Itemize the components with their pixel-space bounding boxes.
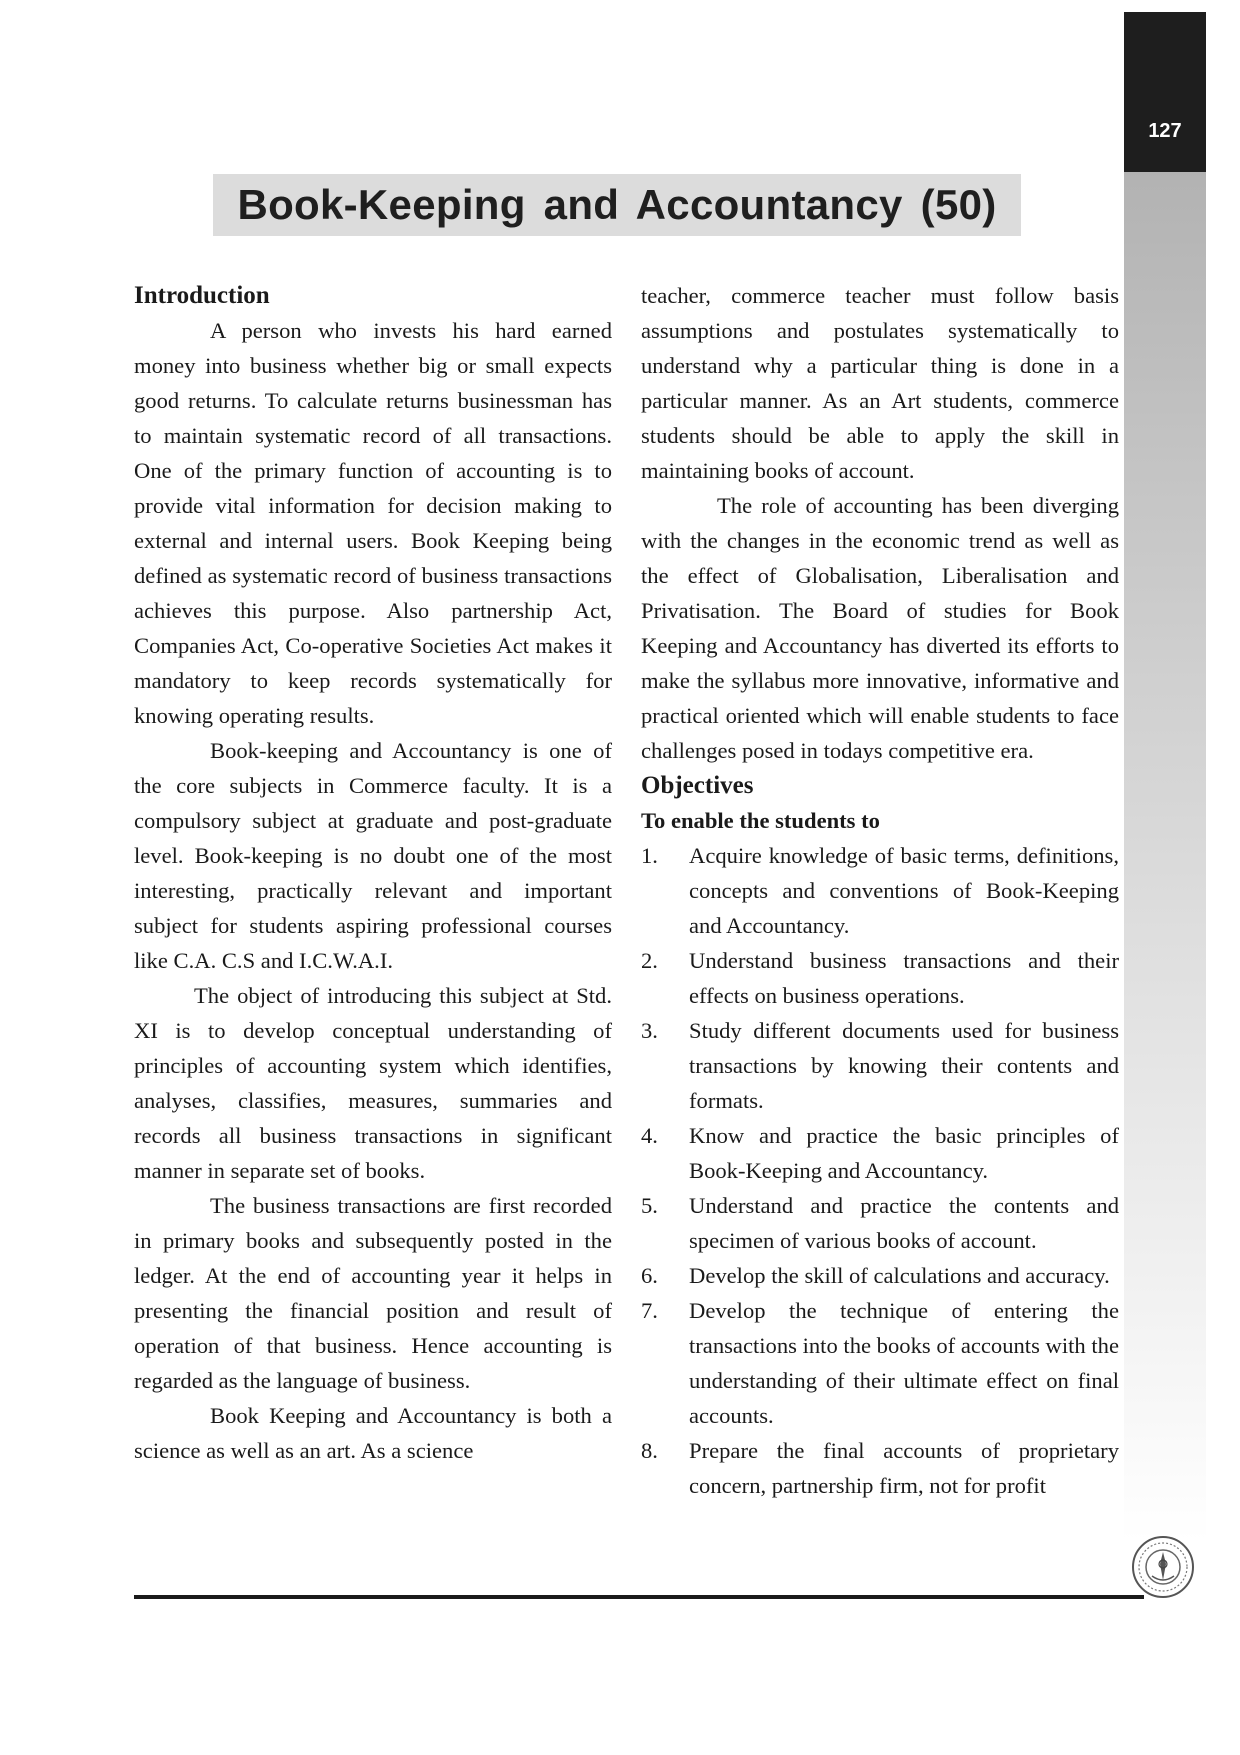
objective-text: Understand business transactions and their effects on business operations. [689,948,1119,1008]
objective-item [641,1118,1119,1188]
objective-item [641,1258,1119,1293]
intro-paragraph-5: Book Keeping and Accountancy is both a science as well as an art. As a science [134,1403,612,1463]
objective-number: 2. [641,948,658,973]
objective-item [641,1013,1119,1118]
objective-text: Understand and practice the contents and specimen of various books of account. [689,1193,1119,1253]
objective-item [641,1293,1119,1433]
left-column [134,278,612,1468]
objective-number: 4. [641,1123,658,1148]
board-emblem-icon [1130,1534,1196,1600]
objective-text: Prepare the final accounts of proprietary concern, partnership firm, not for profit [689,1438,1119,1498]
intro-paragraph-continued: teacher, commerce teacher must follow basis assumptions and postulates systematically to understand why a particular thing is done in a particular manner. As an Art students, commerce students should be able to apply the skill in maintaining books of account. [641,283,1119,483]
objective-item [641,943,1119,1013]
objective-text: Study different documents used for business transactions by knowing their contents and formats. [689,1018,1119,1113]
objective-text: Know and practice the basic principles of Book-Keeping and Accountancy. [689,1123,1119,1183]
objective-number: 1. [641,843,658,868]
intro-paragraph-4: The business transactions are first recorded in primary books and subsequently posted in the ledger. At the end of accounting year it helps in presenting the financial position and result of operation of that business. Hence accounting is regarded as the language of business. [134,1193,612,1393]
objective-number: 6. [641,1263,658,1288]
right-column [641,278,1119,1503]
introduction-heading: Introduction [134,282,270,309]
intro-paragraph-3: The object of introducing this subject at Std. XI is to develop conceptual understanding of principles of accounting system which identifies, analyses, classifies, measures, summaries and records all business transactions in significant manner in separate set of books. [134,983,612,1183]
intro-paragraph-6: The role of accounting has been diverging with the changes in the economic trend as well as the effect of Globalisation, Liberalisation and Privatisation. The Board of studies for Book Keeping and Accountancy has diverted its efforts to make the syllabus more innovative, informative and practical oriented which will enable students to face challenges posed in todays competitive era. [641,493,1119,763]
objective-number: 3. [641,1018,658,1043]
bottom-rule [134,1595,1144,1599]
page-title: Book-Keeping and Accountancy (50) [237,181,997,228]
objective-number: 7. [641,1298,658,1323]
objective-text: Acquire knowledge of basic terms, definitions, concepts and conventions of Book-Keeping and Accountancy. [689,843,1119,938]
objective-text: Develop the skill of calculations and accuracy. [689,1263,1110,1288]
objective-item [641,838,1119,943]
objective-item [641,1188,1119,1258]
objective-number: 5. [641,1193,658,1218]
objectives-list [641,838,1119,1503]
side-gradient-band [1124,12,1206,1542]
intro-paragraph-1: A person who invests his hard earned money into business whether big or small expects good returns. To calculate returns businessman has to maintain systematic record of all transactions. One of the primary function of accounting is to provide vital information for decision making to external and internal users. Book Keeping being defined as systematic record of business transactions achieves this purpose. Also partnership Act, Companies Act, Co-operative Societies Act makes it mandatory to keep records systematically for knowing operating results. [134,318,612,728]
intro-paragraph-2: Book-keeping and Accountancy is one of the core subjects in Commerce faculty. It is a compulsory subject at graduate and post-graduate level. Book-keeping is no doubt one of the most interesting, practically relevant and important subject for students aspiring professional courses like C.A. C.S and I.C.W.A.I. [134,738,612,973]
objective-number: 8. [641,1438,658,1463]
objectives-heading: Objectives [641,772,754,799]
objective-text: Develop the technique of entering the transactions into the books of accounts with the understanding of their ultimate effect on final accounts. [689,1298,1119,1428]
page-number-box [1124,12,1206,172]
objectives-subheading: To enable the students to [641,808,880,833]
page-number: 127 [1148,120,1182,142]
objective-item [641,1433,1119,1503]
